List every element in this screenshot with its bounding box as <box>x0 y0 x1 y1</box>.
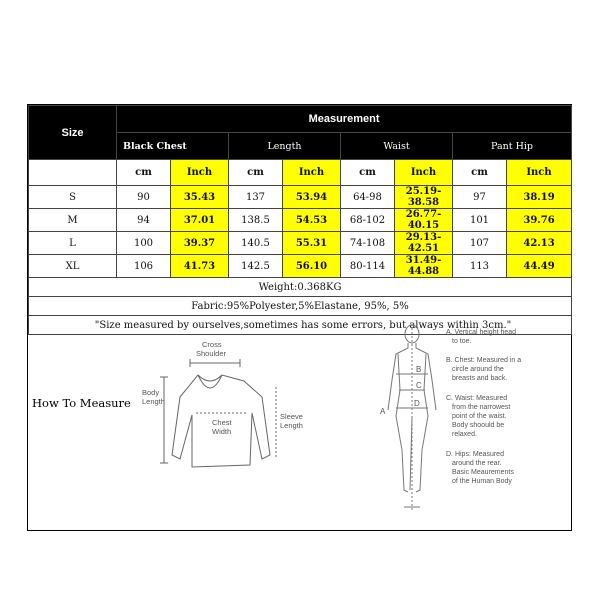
value-cell: 97 <box>453 186 507 209</box>
value-cell: 53.94 <box>283 186 341 209</box>
note-d-line-4: of the Human Body <box>452 478 512 485</box>
value-cell: 100 <box>117 232 171 255</box>
value-cell: 107 <box>453 232 507 255</box>
sleeve-label: Sleeve <box>280 412 303 421</box>
body-label: Body <box>142 388 160 397</box>
group-header-length: Length <box>229 133 341 160</box>
group-header-waist: Waist <box>341 133 453 160</box>
note-b-line-2: circle around the <box>452 366 504 373</box>
body-measure-diagram <box>366 320 571 520</box>
value-cell: 138.5 <box>229 209 283 232</box>
unit-inch: Inch <box>507 160 572 186</box>
value-cell: 142.5 <box>229 255 283 278</box>
shirt-measure-diagram <box>140 337 310 507</box>
unit-cm: cm <box>229 160 283 186</box>
value-cell: 113 <box>453 255 507 278</box>
value-cell: 90 <box>117 186 171 209</box>
note-b-line-1: B. Chest: Measured in a <box>446 357 522 364</box>
value-cell: 39.76 <box>507 209 572 232</box>
marker-c: C <box>416 381 422 390</box>
value-cell: 29.13-42.51 <box>395 232 453 255</box>
value-cell: 37.01 <box>171 209 229 232</box>
size-chart <box>27 104 572 531</box>
value-cell: 64-98 <box>341 186 395 209</box>
unit-cm: cm <box>117 160 171 186</box>
size-header: Size <box>29 106 117 160</box>
sleeve-length-label: Length <box>280 421 303 430</box>
table-row <box>29 232 572 255</box>
measurement-header: Measurement <box>117 106 572 133</box>
chest-label: Chest <box>212 418 232 427</box>
value-cell: 140.5 <box>229 232 283 255</box>
value-cell: 101 <box>453 209 507 232</box>
size-table <box>28 105 572 335</box>
group-header-black-chest: Black Chest <box>117 133 229 160</box>
value-cell: 80-114 <box>341 255 395 278</box>
note-d-line-1: D. Hips: Measured <box>446 451 504 458</box>
group-header-pant-hip: Pant Hip <box>453 133 572 160</box>
value-cell: 56.10 <box>283 255 341 278</box>
note-b-line-3: breasts and back. <box>452 375 508 382</box>
length-label: Length <box>142 397 165 406</box>
note-a-line-2: to toe. <box>452 338 472 345</box>
table-row <box>29 186 572 209</box>
measurement-note: "Size measured by ourselves,sometimes has some errors, but always within 3cm." <box>29 316 572 335</box>
marker-a: A <box>380 407 386 416</box>
size-cell: S <box>29 186 117 209</box>
shoulder-label: Shoulder <box>196 349 227 358</box>
unit-inch: Inch <box>283 160 341 186</box>
value-cell: 39.37 <box>171 232 229 255</box>
note-c-line-1: C. Waist: Measured <box>446 395 508 402</box>
note-d-line-2: around the rear. <box>452 460 502 467</box>
value-cell: 31.49-44.88 <box>395 255 453 278</box>
value-cell: 42.13 <box>507 232 572 255</box>
unit-spacer <box>29 160 117 186</box>
table-row <box>29 209 572 232</box>
value-cell: 35.43 <box>171 186 229 209</box>
note-c-line-3: point of the waist. <box>452 413 507 420</box>
fabric-text: Fabric:95%Polyester,5%Elastane, 95%, 5% <box>29 297 572 316</box>
value-cell: 55.31 <box>283 232 341 255</box>
value-cell: 74-108 <box>341 232 395 255</box>
value-cell: 44.49 <box>507 255 572 278</box>
weight-text: Weight:0.368KG <box>29 278 572 297</box>
value-cell: 137 <box>229 186 283 209</box>
note-c-line-2: from the narrowest <box>452 404 511 411</box>
marker-d: D <box>414 399 420 408</box>
size-cell: L <box>29 232 117 255</box>
unit-inch: Inch <box>171 160 229 186</box>
unit-inch: Inch <box>395 160 453 186</box>
how-to-measure-title: How To Measure <box>32 396 131 410</box>
unit-cm: cm <box>453 160 507 186</box>
unit-cm: cm <box>341 160 395 186</box>
value-cell: 25.19-38.58 <box>395 186 453 209</box>
note-d-line-3: Basic Meaurements <box>452 469 514 476</box>
value-cell: 41.73 <box>171 255 229 278</box>
value-cell: 106 <box>117 255 171 278</box>
note-a-line-1: A. Vertical height head <box>446 329 517 336</box>
value-cell: 26.77-40.15 <box>395 209 453 232</box>
note-c-line-4: Body shoould be <box>452 422 505 429</box>
value-cell: 38.19 <box>507 186 572 209</box>
value-cell: 68-102 <box>341 209 395 232</box>
size-cell: XL <box>29 255 117 278</box>
size-cell: M <box>29 209 117 232</box>
value-cell: 54.53 <box>283 209 341 232</box>
value-cell: 94 <box>117 209 171 232</box>
marker-b: B <box>416 365 422 374</box>
table-row <box>29 255 572 278</box>
width-label: Width <box>212 427 232 436</box>
cross-label-1: Cross <box>202 340 222 349</box>
body-torso-legs <box>396 354 428 492</box>
note-c-line-5: relaxed. <box>452 431 477 438</box>
